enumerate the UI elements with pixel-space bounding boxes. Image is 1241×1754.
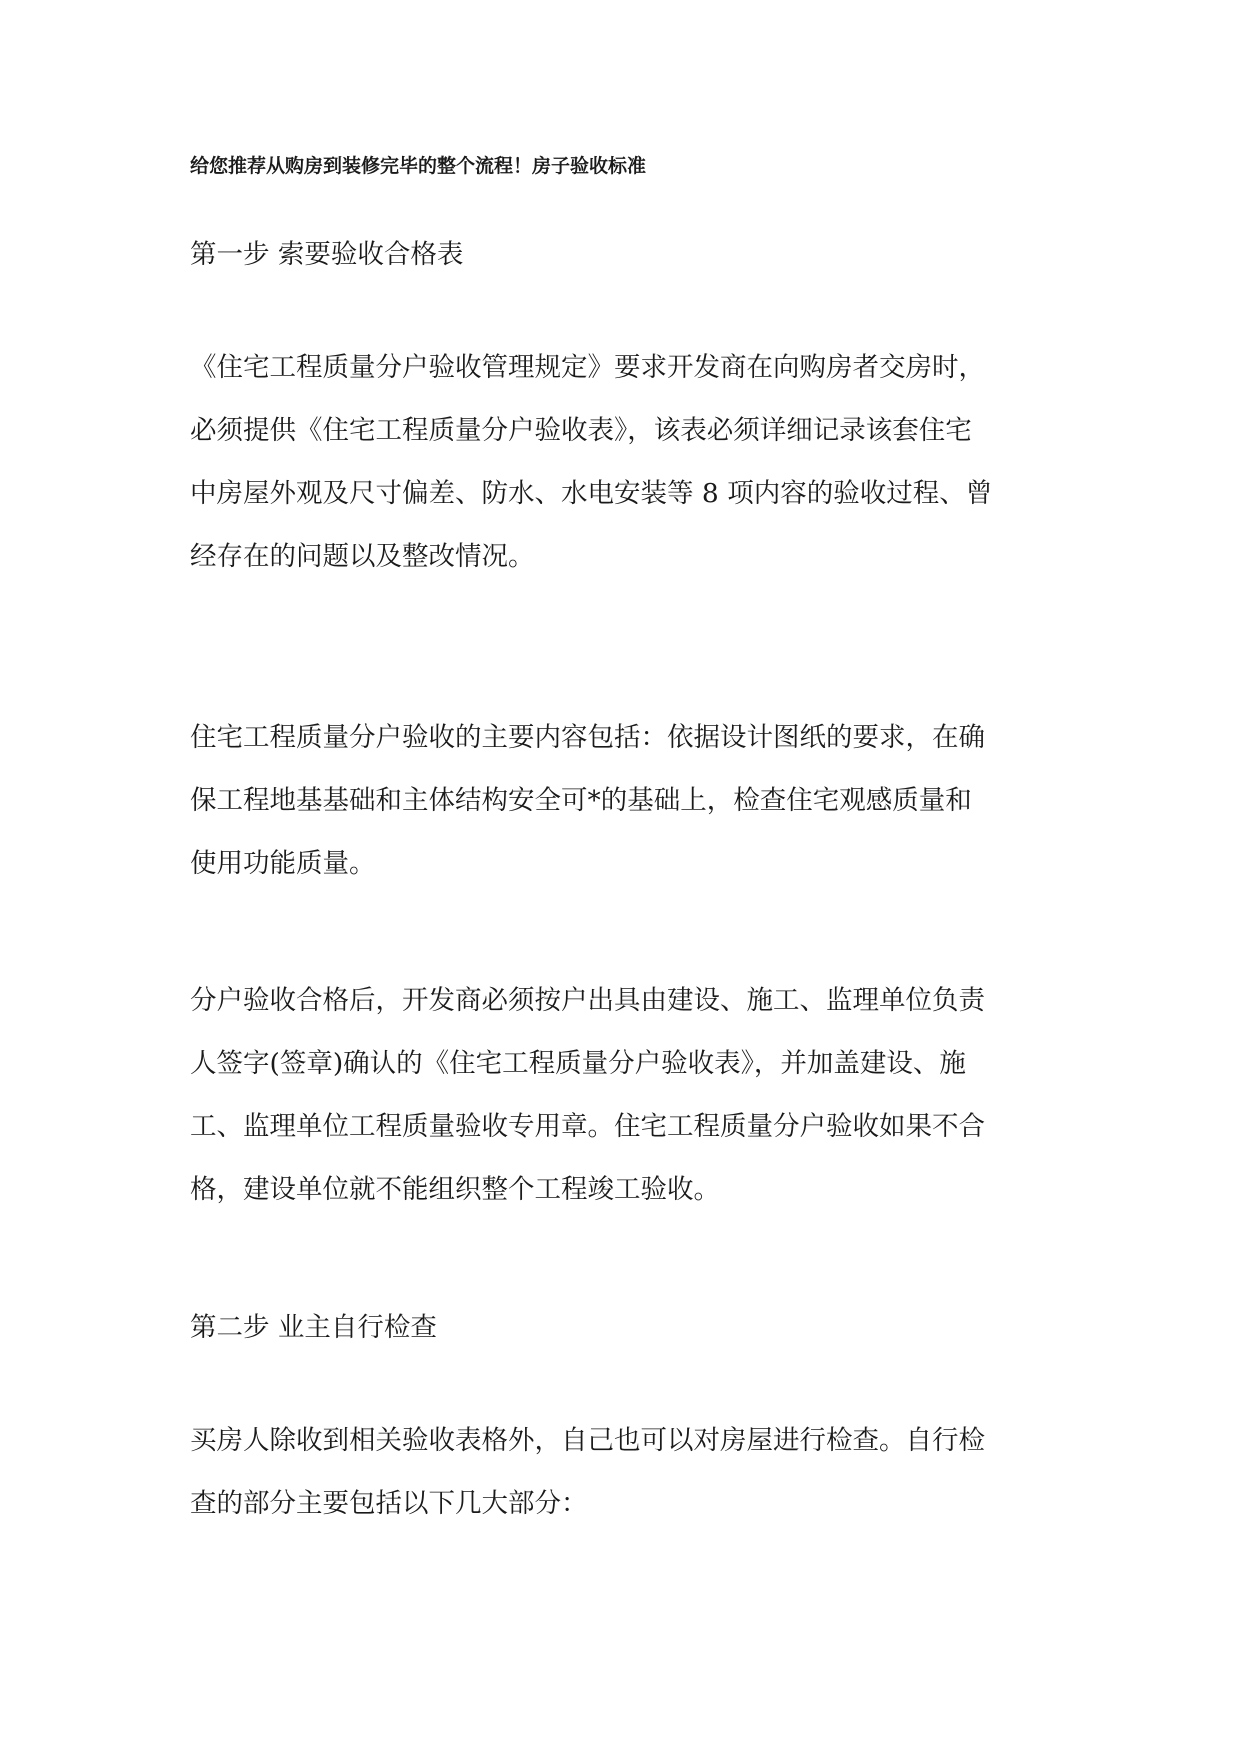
paragraph-main-content xyxy=(190,718,1070,907)
paragraph-line: 使用功能质量。 xyxy=(190,848,376,879)
paragraph-self-inspection xyxy=(190,1421,1070,1547)
paragraph-acceptance-form xyxy=(190,348,1070,600)
paragraph-line: 买房人除收到相关验收表格外，自己也可以对房屋进行检查。自行检 xyxy=(190,1425,985,1456)
paragraph-line: 查的部分主要包括以下几大部分： xyxy=(190,1488,588,1519)
paragraph-line: 保工程地基基础和主体结构安全可*的基础上，检查住宅观感质量和 xyxy=(190,785,972,816)
step-one-heading: 第一步 索要验收合格表 xyxy=(190,239,464,270)
step-two-heading: 第二步 业主自行检查 xyxy=(190,1312,437,1343)
paragraph-line: 经存在的问题以及整改情况。 xyxy=(190,541,535,572)
paragraph-line: 人签字(签章)确认的《住宅工程质量分户验收表》，并加盖建设、施 xyxy=(190,1048,966,1079)
paragraph-line: 中房屋外观及尺寸偏差、防水、水电安装等 8 项内容的验收过程、曾 xyxy=(190,478,993,509)
paragraph-line: 分户验收合格后，开发商必须按户出具由建设、施工、监理单位负责 xyxy=(190,985,985,1016)
paragraph-line: 住宅工程质量分户验收的主要内容包括：依据设计图纸的要求，在确 xyxy=(190,722,985,753)
paragraph-line: 《住宅工程质量分户验收管理规定》要求开发商在向购房者交房时， xyxy=(190,352,985,383)
paragraph-after-acceptance xyxy=(190,981,1070,1233)
paragraph-line: 必须提供《住宅工程质量分户验收表》，该表必须详细记录该套住宅 xyxy=(190,415,972,446)
paragraph-line: 格，建设单位就不能组织整个工程竣工验收。 xyxy=(190,1174,720,1205)
paragraph-line: 工、监理单位工程质量验收专用章。住宅工程质量分户验收如果不合 xyxy=(190,1111,985,1142)
document-title: 给您推荐从购房到装修完毕的整个流程！房子验收标准 xyxy=(190,155,647,177)
